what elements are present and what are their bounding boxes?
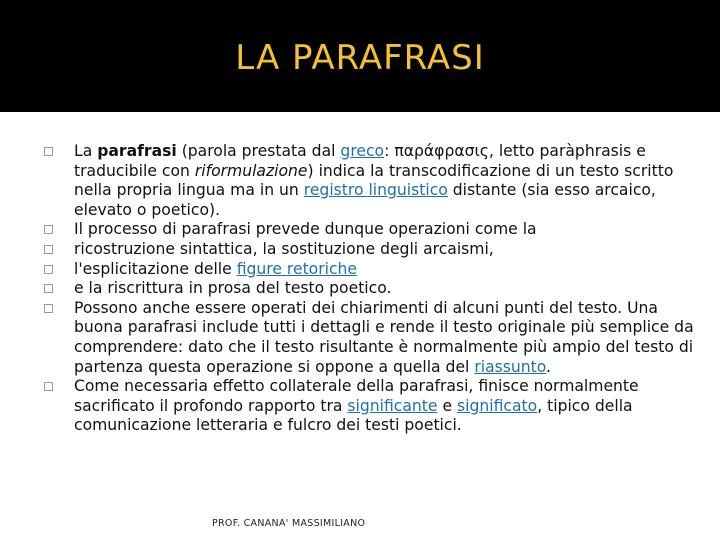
text: La bbox=[74, 142, 98, 160]
square-bullet-icon bbox=[44, 284, 53, 293]
bullet-item-chiarimenti bbox=[44, 299, 694, 377]
footer-author: PROF. CANANA' MASSIMILIANO bbox=[212, 518, 366, 529]
term-riformulazione: riformulazione bbox=[194, 161, 308, 180]
link-figure-retoriche[interactable]: figure retoriche bbox=[236, 259, 358, 278]
link-greco[interactable]: greco bbox=[340, 142, 385, 160]
bullet-item-definition bbox=[44, 142, 694, 220]
square-bullet-icon bbox=[44, 382, 53, 391]
text: (parola prestata dal bbox=[176, 142, 341, 160]
text: ricostruzione sintattica, la sostituzione degli arcaismi, bbox=[74, 239, 494, 258]
link-registro-linguistico[interactable]: registro linguistico bbox=[303, 181, 448, 200]
bullet-item-effetto-collaterale bbox=[44, 377, 694, 436]
slide-title: LA PARAFRASI bbox=[235, 38, 485, 78]
text: distante (sia esso arcaico, elevato o poetico). bbox=[74, 181, 656, 219]
bullet-item-esplicitazione bbox=[44, 260, 694, 280]
bullet-item-processo bbox=[44, 220, 694, 240]
link-riassunto[interactable]: riassunto bbox=[474, 357, 547, 376]
text: ) indica la transcodificazione di un testo scritto nella propria lingua ma in un bbox=[74, 161, 674, 200]
text: Possono anche essere operati dei chiarimenti di alcuni punti del testo. Una buona parafrasi include tutti i dettagli e rende il testo originale più semplice da comprendere: dato che il testo risultante è normalmente più ampio del testo di partenza questa operazione si oppone a quella del bbox=[74, 298, 694, 376]
text: e bbox=[437, 396, 458, 415]
square-bullet-icon bbox=[44, 265, 53, 274]
slide-body bbox=[44, 142, 694, 436]
text: : παράφρασις, letto paràphrasis e traducibile con bbox=[74, 142, 646, 180]
bullet-item-riscrittura bbox=[44, 279, 694, 299]
text: Come necessaria effetto collaterale della parafrasi, finisce normalmente sacrificato il profondo rapporto tra bbox=[74, 377, 639, 415]
text: l'esplicitazione delle bbox=[74, 259, 237, 278]
text: e la riscrittura in prosa del testo poetico. bbox=[74, 279, 392, 298]
link-significante[interactable]: significante bbox=[347, 396, 438, 415]
text: , tipico della comunicazione letteraria e fulcro dei testi poetici. bbox=[74, 396, 633, 435]
bullet-item-ricostruzione bbox=[44, 240, 694, 260]
term-parafrasi: parafrasi bbox=[97, 142, 177, 160]
square-bullet-icon bbox=[44, 245, 53, 254]
text: Il processo di parafrasi prevede dunque operazioni come la bbox=[74, 220, 537, 239]
square-bullet-icon bbox=[44, 147, 53, 156]
text: . bbox=[546, 357, 552, 376]
square-bullet-icon bbox=[44, 304, 53, 313]
square-bullet-icon bbox=[44, 225, 53, 234]
link-significato[interactable]: significato bbox=[457, 396, 538, 415]
